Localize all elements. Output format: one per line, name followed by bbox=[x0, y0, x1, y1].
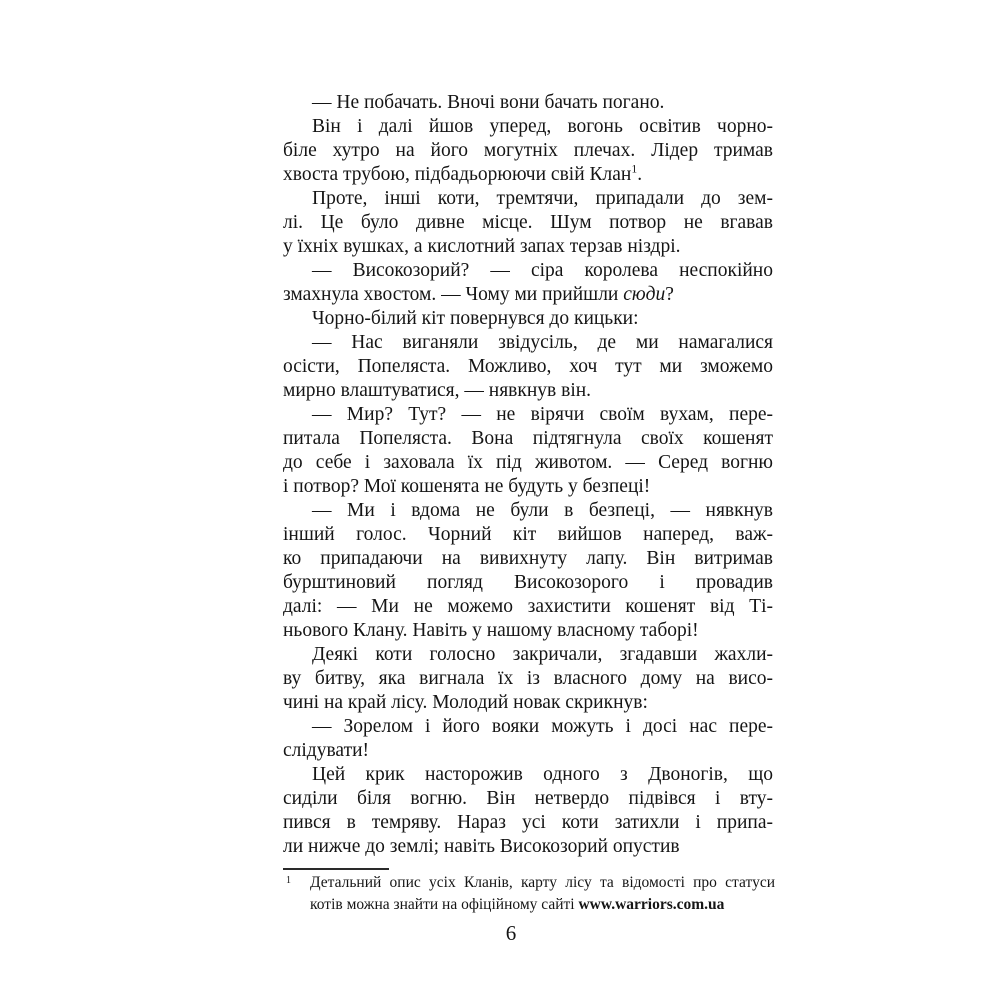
text-segment: Цей крик насторожив одного з Двоногів, що bbox=[312, 764, 773, 785]
text-segment: — Високозорий? — сіра королева неспокійно bbox=[312, 260, 773, 281]
text-segment: біле хутро на його могутніх плечах. Лідер тримав bbox=[283, 140, 773, 161]
text-segment: хвоста трубою, підбадьорюючи свій Клан bbox=[283, 164, 632, 185]
text-segment: — Ми і вдома не були в безпеці, — нявкнув bbox=[312, 500, 773, 521]
paragraph bbox=[283, 115, 773, 187]
text-line bbox=[283, 259, 773, 283]
text-segment: і потвор? Мої кошенята не будуть у безпеці! bbox=[283, 476, 651, 497]
text-segment: сюди bbox=[623, 284, 666, 305]
text-line bbox=[283, 667, 773, 691]
paragraph bbox=[283, 643, 773, 715]
text-segment: Чорно-білий кіт повернувся до кицьки: bbox=[312, 308, 639, 329]
text-segment: змахнула хвостом. — Чому ми прийшли bbox=[283, 284, 624, 305]
text-line bbox=[283, 163, 773, 187]
text-segment: Проте, інші коти, тремтячи, припадали до зем- bbox=[312, 188, 773, 209]
text-segment: осісти, Попеляста. Можливо, хоч тут ми зможемо bbox=[283, 356, 773, 377]
text-segment: далі: — Ми не можемо захистити кошенят від Ті- bbox=[283, 596, 773, 617]
text-segment: інший голос. Чорний кіт вийшов наперед, важ- bbox=[283, 524, 773, 545]
footnote-ref: 1 bbox=[631, 162, 638, 176]
paragraph bbox=[283, 259, 773, 307]
paragraph bbox=[283, 91, 773, 115]
text-line bbox=[283, 355, 773, 379]
text-line bbox=[283, 619, 773, 643]
text-line bbox=[283, 379, 773, 403]
text-line bbox=[283, 475, 773, 499]
text-segment: сиділи біля вогню. Він нетвердо підвівся і вту- bbox=[283, 788, 773, 809]
text-segment: чині на край лісу. Молодий новак скрикнув: bbox=[283, 692, 648, 713]
footnote-text bbox=[283, 872, 775, 915]
text-line bbox=[283, 571, 773, 595]
text-segment: Детальний опис усіх Кланів, карту лісу та відомості про статуси bbox=[310, 874, 775, 891]
text-line bbox=[283, 787, 773, 811]
footnote-separator bbox=[283, 868, 389, 870]
text-segment: у їхніх вушках, а кислотний запах терзав ніздрі. bbox=[283, 236, 681, 257]
text-line bbox=[283, 811, 773, 835]
paragraph bbox=[283, 331, 773, 403]
text-segment: котів можна знайти на офіційному сайті bbox=[310, 895, 579, 913]
text-line bbox=[283, 211, 773, 235]
text-segment: ли нижче до землі; навіть Високозорий опустив bbox=[283, 836, 680, 857]
text-segment: ньового Клану. Навіть у нашому власному таборі! bbox=[283, 620, 699, 641]
text-line bbox=[283, 115, 773, 139]
body-text bbox=[283, 91, 773, 859]
paragraph bbox=[283, 715, 773, 763]
text-segment: бурштиновий погляд Високозорого і провадив bbox=[283, 572, 773, 593]
paragraph bbox=[283, 499, 773, 643]
text-segment: ? bbox=[665, 284, 674, 305]
text-line bbox=[283, 499, 773, 523]
text-line bbox=[283, 139, 773, 163]
text-line bbox=[283, 523, 773, 547]
footnote-marker: 1 bbox=[286, 875, 291, 886]
text-line bbox=[283, 307, 773, 331]
text-line bbox=[283, 835, 773, 859]
text-segment: ко припадаючи на вивихнуту лапу. Він витримав bbox=[283, 548, 773, 569]
text-line bbox=[283, 547, 773, 571]
text-segment: — Не побачать. Вночі вони бачать погано. bbox=[312, 92, 665, 113]
footnote-line bbox=[283, 894, 775, 916]
text-segment: лі. Це було дивне місце. Шум потвор не вгавав bbox=[283, 212, 773, 233]
text-segment: — Нас виганяли звідусіль, де ми намагалися bbox=[312, 332, 773, 353]
text-line bbox=[283, 235, 773, 259]
footnote-url: www.warriors.com.ua bbox=[578, 895, 725, 913]
text-segment: Деякі коти голосно закричали, згадавши жахли- bbox=[312, 644, 773, 665]
text-segment: ву битву, яка вигнала їх із власного дому на висо- bbox=[283, 668, 773, 689]
text-line bbox=[283, 427, 773, 451]
footnote bbox=[283, 872, 775, 915]
text-segment: . bbox=[637, 164, 643, 185]
text-segment: пився в темряву. Нараз усі коти затихли і припа- bbox=[283, 812, 773, 833]
text-line bbox=[283, 691, 773, 715]
text-line bbox=[283, 187, 773, 211]
text-line bbox=[283, 643, 773, 667]
text-segment: питала Попеляста. Вона підтягнула своїх кошенят bbox=[283, 428, 773, 449]
paragraph bbox=[283, 403, 773, 499]
text-segment: — Зорелом і його вояки можуть і досі нас пере- bbox=[312, 716, 773, 737]
text-line bbox=[283, 451, 773, 475]
text-line bbox=[283, 763, 773, 787]
text-line bbox=[283, 595, 773, 619]
text-segment: мирно влаштуватися, — нявкнув він. bbox=[283, 380, 592, 401]
text-segment: — Мир? Тут? — не вірячи своїм вухам, пере- bbox=[312, 404, 773, 425]
paragraph bbox=[283, 187, 773, 259]
text-segment: Він і далі йшов уперед, вогонь освітив чорно- bbox=[312, 116, 773, 137]
paragraph bbox=[283, 307, 773, 331]
text-line bbox=[283, 91, 773, 115]
text-segment: до себе і заховала їх під животом. — Серед вогню bbox=[283, 452, 773, 473]
text-segment: слідувати! bbox=[283, 740, 370, 761]
text-line bbox=[283, 403, 773, 427]
footnote-line bbox=[283, 872, 775, 894]
text-line bbox=[283, 739, 773, 763]
text-line bbox=[283, 715, 773, 739]
text-line bbox=[283, 283, 773, 307]
paragraph bbox=[283, 763, 773, 859]
page-number: 6 bbox=[505, 921, 517, 945]
text-line bbox=[283, 331, 773, 355]
